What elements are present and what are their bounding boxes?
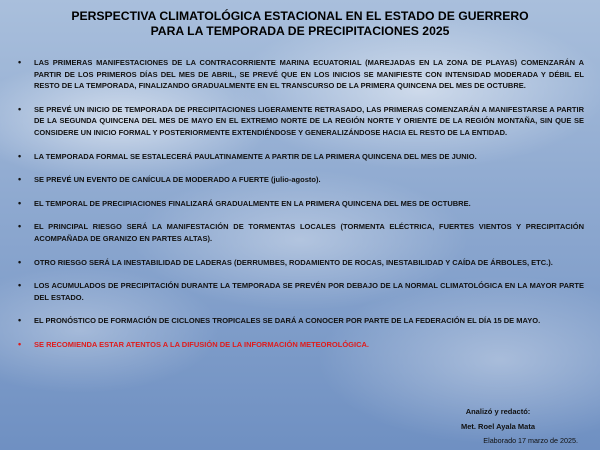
title-line-1: PERSPECTIVA CLIMATOLÓGICA ESTACIONAL EN EL ESTADO DE GUERRERO [71, 9, 529, 23]
bullet-dot: • [18, 280, 22, 291]
bullet-text: EL PRINCIPAL RIESGO SERÁ LA MANIFESTACIÓN DE TORMENTAS LOCALES (TORMENTA ELÉCTRICA, FUERTES VIENTOS Y PRECIPITACIÓN ACOMPAÑADA DE GRANIZO EN PARTES ALTAS). [34, 222, 584, 243]
bullet-inicio-temporada [18, 104, 584, 139]
bullet-text: EL TEMPORAL DE PRECIPIACIONES FINALIZARÁ GRADUALMENTE EN LA PRIMERA QUINCENA DEL MES DE OCTUBRE. [34, 198, 471, 208]
bullet-text: OTRO RIESGO SERÁ LA INESTABILIDAD DE LADERAS (DERRUMBES, RODAMIENTO DE ROCAS, INESTABILIDAD Y CAÍDA DE ÁRBOLES, ETC.). [34, 257, 553, 267]
bullet-text: LOS ACUMULADOS DE PRECIPITACIÓN DURANTE LA TEMPORADA SE PREVÉN POR DEBAJO DE LA NORMAL CLIMATOLÓGICA EN LA MAYOR PARTE DEL ESTADO. [34, 281, 584, 302]
bullet-riesgo-tormentas [18, 221, 584, 244]
date-note: Elaborado 17 marzo de 2025. [483, 436, 578, 445]
bullet-text: LAS PRIMERAS MANIFESTACIONES DE LA CONTRACORRIENTE MARINA ECUATORIAL (MAREJADAS EN LA ZONA DE PLAYAS) COMENZARÁN A PARTIR DE LOS PRIMEROS DÍAS DEL MES DE ABRIL, SE PREVÉ QUE EN LOS INICIOS SE MANIFIESTE CON INTENSIDAD MODERADA Y DÉBIL EL RESTO DE LA TEMPORADA, FINALIZANDO GRADUALMENTE EN EL TRANSCURSO DE LA PRIMERA QUINCENA DEL MES DE OCTUBRE. [34, 58, 584, 91]
bullet-riesgo-laderas [18, 257, 584, 269]
title-line-2: PARA LA TEMPORADA DE PRECIPITACIONES 2025 [150, 24, 450, 38]
bullet-dot: • [18, 103, 22, 114]
bullet-dot: • [18, 221, 22, 232]
bullet-dot: • [18, 256, 22, 267]
signature-label: Analizó y redactó: [465, 407, 531, 416]
bullet-canicula [18, 174, 584, 186]
bullet-text: SE RECOMIENDA ESTAR ATENTOS A LA DIFUSIÓN DE LA INFORMACIÓN METEOROLÓGICA. [34, 339, 370, 349]
bullet-dot: • [18, 315, 22, 326]
bullet-dot: • [18, 174, 22, 185]
page-title [0, 9, 600, 39]
bullet-dot: • [18, 150, 22, 161]
bullet-dot: • [18, 338, 22, 349]
bullet-temporada-formal [18, 151, 584, 163]
bullet-fin-temporal [18, 198, 584, 210]
bullet-text: LA TEMPORADA FORMAL SE ESTALECERÁ PAULATINAMENTE A PARTIR DE LA PRIMERA QUINCENA DEL MES DE JUNIO. [34, 151, 477, 161]
signature-name: Met. Roel Ayala Mata [460, 422, 536, 431]
bullet-dot: • [18, 197, 22, 208]
bullet-text: SE PREVÉ UN EVENTO DE CANÍCULA DE MODERADO A FUERTE (julio-agosto). [34, 175, 321, 185]
bullet-recomendacion [18, 339, 584, 351]
bullet-ciclones [18, 315, 584, 327]
bullet-dot: • [18, 57, 22, 67]
bullet-contracorriente [18, 57, 584, 92]
bullet-text: EL PRONÓSTICO DE FORMACIÓN DE CICLONES TROPICALES SE DARÁ A CONOCER POR PARTE DE LA FEDERACIÓN EL DÍA 15 DE MAYO. [34, 316, 541, 326]
bullet-list [18, 57, 584, 363]
signature-block [418, 404, 578, 434]
bullet-acumulados [18, 280, 584, 303]
bullet-text: SE PREVÉ UN INICIO DE TEMPORADA DE PRECIPITACIONES LIGERAMENTE RETRASADO, LAS PRIMERAS COMENZARÁN A MANIFESTARSE A PARTIR DE LA SEGUNDA QUINCENA DEL MES DE MAYO EN EL EXTREMO NORTE DE LA REGIÓN NORTE Y ORIENTE DE LA REGIÓN MONTAÑA, SIN QUE SE CONSIDERE UN INICIO FORMAL Y POSTERIORMENTE EXTENDIÉNDOSE Y GENERALIZÁNDOSE HACIA EL RESTO DE LA ENTIDAD. [34, 104, 584, 137]
